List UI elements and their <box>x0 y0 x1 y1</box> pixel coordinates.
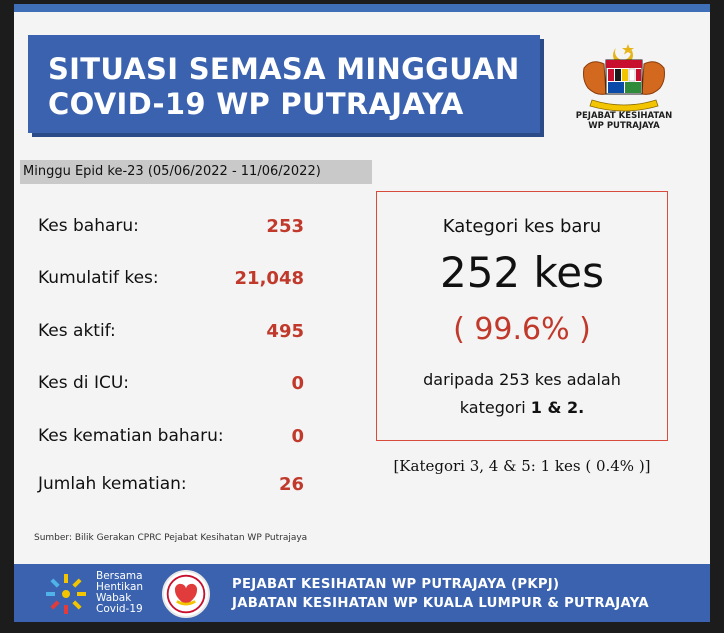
stat-value-icu-cases: 0 <box>291 373 304 394</box>
footer-banner <box>14 564 710 622</box>
kategori-percent: ( 99.6% ) <box>453 312 591 347</box>
stat-value-new-deaths: 0 <box>291 426 304 447</box>
stat-value-total-deaths: 26 <box>278 474 304 495</box>
kategori-description-bold: 1 & 2. <box>530 398 585 417</box>
stat-label-active-cases: Kes aktif: <box>38 321 116 341</box>
kategori-title: Kategori kes baru <box>442 216 602 237</box>
kategori-description-line-1: daripada 253 kes adalah <box>423 370 621 389</box>
top-strip <box>14 4 710 12</box>
stat-label-new-cases: Kes baharu: <box>38 216 139 236</box>
source-note: Sumber: Bilik Gerakan CPRC Pejabat Kesihatan WP Putrajaya <box>34 533 308 543</box>
infographic-poster <box>14 4 710 622</box>
footer-line-2: JABATAN KESIHATAN WP KUALA LUMPUR & PUTRAJAYA <box>232 596 649 611</box>
stat-value-new-cases: 253 <box>266 216 304 237</box>
kategori-count: 252 kes <box>439 248 605 297</box>
epid-week-label: Minggu Epid ke-23 (05/06/2022 - 11/06/2022) <box>20 160 372 184</box>
stat-label-new-deaths: Kes kematian baharu: <box>38 426 224 446</box>
title-line-1: SITUASI SEMASA MINGGUAN <box>48 52 520 86</box>
campaign-text <box>96 571 143 615</box>
kategori-box <box>376 191 668 441</box>
ministry-logo <box>162 570 210 618</box>
stat-label-icu-cases: Kes di ICU: <box>38 373 129 393</box>
footer-line-1: PEJABAT KESIHATAN WP PUTRAJAYA (PKPJ) <box>232 577 560 592</box>
campaign-text-line-1: Bersama <box>96 570 143 582</box>
campaign-text-line-2: Hentikan <box>96 581 144 593</box>
campaign-text-line-3: Wabak <box>96 592 132 604</box>
title-line-2: COVID-19 WP PUTRAJAYA <box>48 87 464 121</box>
title-banner <box>28 35 540 133</box>
kategori-other-note: [Kategori 3, 4 & 5: 1 kes ( 0.4% )] <box>393 457 651 475</box>
stat-label-cumulative-cases: Kumulatif kes: <box>38 268 159 288</box>
stat-value-cumulative-cases: 21,048 <box>234 268 304 289</box>
office-label-line-2: WP PUTRAJAYA <box>588 121 660 131</box>
office-label <box>554 111 694 131</box>
campaign-logo <box>40 571 92 617</box>
stat-value-active-cases: 495 <box>266 321 304 342</box>
office-label-line-1: PEJABAT KESIHATAN <box>575 111 673 121</box>
kategori-description-line-2 <box>377 398 667 417</box>
kategori-description-prefix: kategori <box>459 398 531 417</box>
coat-of-arms-logo <box>570 42 678 114</box>
campaign-text-line-4: Covid-19 <box>96 603 143 615</box>
stat-label-total-deaths: Jumlah kematian: <box>38 474 187 494</box>
